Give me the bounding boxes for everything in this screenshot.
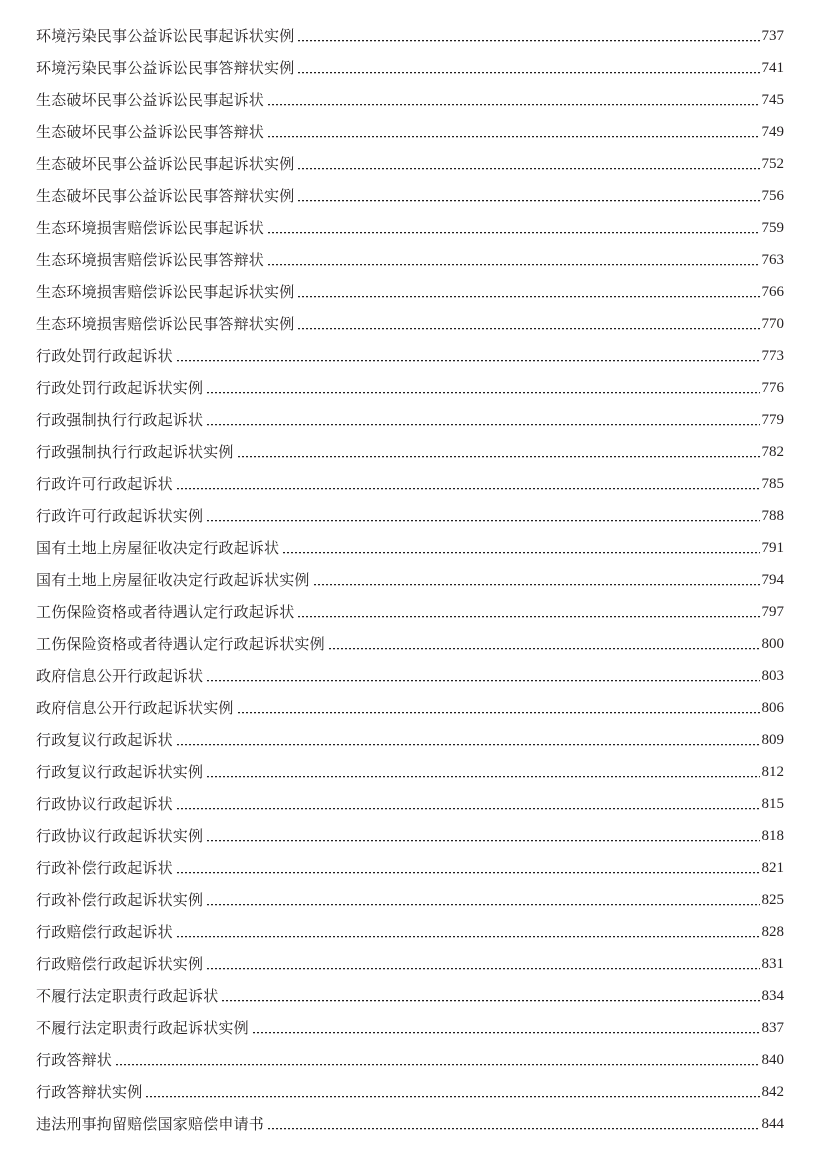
- toc-entry[interactable]: [36, 500, 784, 532]
- toc-entry[interactable]: [36, 1012, 784, 1044]
- toc-entry-page-number: 794: [761, 572, 784, 588]
- toc-entry-page-number: 788: [761, 508, 784, 524]
- toc-entry-title: 行政复议行政起诉状实例: [36, 763, 204, 781]
- toc-entry[interactable]: [36, 852, 784, 884]
- dot-leader: [297, 200, 759, 203]
- toc-entry-title: 行政处罚行政起诉状实例: [36, 379, 204, 397]
- dot-leader: [221, 1000, 759, 1003]
- toc-entry[interactable]: [36, 148, 784, 180]
- toc-entry-title: 行政答辩状实例: [36, 1083, 143, 1101]
- dot-leader: [206, 776, 759, 779]
- toc-entry-page-number: 766: [761, 284, 784, 300]
- toc-entry[interactable]: [36, 52, 784, 84]
- dot-leader: [297, 296, 759, 299]
- toc-entry-page-number: 763: [761, 252, 784, 268]
- toc-entry-title: 政府信息公开行政起诉状: [36, 667, 204, 685]
- dot-leader: [282, 552, 759, 555]
- toc-entry-page-number: 741: [761, 60, 784, 76]
- toc-entry-page-number: 806: [761, 700, 784, 716]
- toc-entry-page-number: 831: [761, 956, 784, 972]
- dot-leader: [267, 104, 759, 107]
- toc-entry[interactable]: [36, 596, 784, 628]
- toc-entry-title: 生态破坏民事公益诉讼民事起诉状: [36, 91, 265, 109]
- toc-entry-title: 环境污染民事公益诉讼民事起诉状实例: [36, 27, 295, 45]
- toc-entry-title: 行政复议行政起诉状: [36, 731, 173, 749]
- dot-leader: [176, 936, 760, 939]
- toc-entry-title: 行政协议行政起诉状实例: [36, 827, 204, 845]
- toc-entry[interactable]: [36, 884, 784, 916]
- toc-entry-title: 不履行法定职责行政起诉状: [36, 987, 219, 1005]
- toc-entry-title: 不履行法定职责行政起诉状实例: [36, 1019, 249, 1037]
- toc-entry[interactable]: [36, 980, 784, 1012]
- toc-entry[interactable]: [36, 212, 784, 244]
- toc-entry-title: 生态环境损害赔偿诉讼民事答辩状: [36, 251, 265, 269]
- toc-entry-page-number: 791: [761, 540, 784, 556]
- toc-entry-title: 生态破坏民事公益诉讼民事答辩状: [36, 123, 265, 141]
- toc-entry-page-number: 779: [761, 412, 784, 428]
- toc-entry-page-number: 818: [761, 828, 784, 844]
- toc-entry-title: 行政处罚行政起诉状: [36, 347, 173, 365]
- toc-entry[interactable]: [36, 628, 784, 660]
- toc-entry-title: 生态环境损害赔偿诉讼民事起诉状实例: [36, 283, 295, 301]
- dot-leader: [297, 72, 759, 75]
- toc-entry[interactable]: [36, 404, 784, 436]
- toc-entry-page-number: 803: [761, 668, 784, 684]
- toc-entry-page-number: 812: [761, 764, 784, 780]
- dot-leader: [237, 456, 760, 459]
- toc-entry[interactable]: [36, 84, 784, 116]
- toc-entry-title: 行政强制执行行政起诉状: [36, 411, 204, 429]
- toc-entry-page-number: 749: [761, 124, 784, 140]
- dot-leader: [267, 264, 759, 267]
- toc-entry[interactable]: [36, 20, 784, 52]
- toc-entry-page-number: 773: [761, 348, 784, 364]
- toc-entry[interactable]: [36, 724, 784, 756]
- toc-entry-page-number: 800: [761, 636, 784, 652]
- toc-entry-title: 行政许可行政起诉状实例: [36, 507, 204, 525]
- dot-leader: [176, 744, 760, 747]
- dot-leader: [267, 232, 759, 235]
- toc-entry-title: 环境污染民事公益诉讼民事答辩状实例: [36, 59, 295, 77]
- toc-entry-title: 行政补偿行政起诉状: [36, 859, 173, 877]
- toc-entry[interactable]: [36, 340, 784, 372]
- toc-entry-page-number: 737: [761, 28, 784, 44]
- toc-entry-title: 生态环境损害赔偿诉讼民事起诉状: [36, 219, 265, 237]
- toc-entry-title: 行政赔偿行政起诉状: [36, 923, 173, 941]
- toc-entry[interactable]: [36, 660, 784, 692]
- dot-leader: [206, 424, 759, 427]
- toc-entry-title: 生态环境损害赔偿诉讼民事答辩状实例: [36, 315, 295, 333]
- toc-entry-page-number: 752: [761, 156, 784, 172]
- toc-entry[interactable]: [36, 276, 784, 308]
- toc-entry-page-number: 809: [761, 732, 784, 748]
- toc-entry-title: 工伤保险资格或者待遇认定行政起诉状实例: [36, 635, 325, 653]
- toc-entry-page-number: 797: [761, 604, 784, 620]
- toc-entry-title: 生态破坏民事公益诉讼民事答辩状实例: [36, 187, 295, 205]
- toc-entry[interactable]: [36, 948, 784, 980]
- toc-entry-title: 国有土地上房屋征收决定行政起诉状实例: [36, 571, 310, 589]
- dot-leader: [145, 1096, 759, 1099]
- toc-entry[interactable]: [36, 436, 784, 468]
- toc-entry-title: 行政许可行政起诉状: [36, 475, 173, 493]
- toc-entry[interactable]: [36, 180, 784, 212]
- dot-leader: [267, 1128, 759, 1131]
- dot-leader: [297, 616, 759, 619]
- toc-entry-page-number: 821: [761, 860, 784, 876]
- dot-leader: [176, 360, 760, 363]
- dot-leader: [237, 712, 760, 715]
- toc-entry-page-number: 844: [761, 1116, 784, 1132]
- dot-leader: [176, 872, 760, 875]
- toc-entry[interactable]: [36, 1108, 784, 1140]
- toc-entry-page-number: 770: [761, 316, 784, 332]
- toc-entry-title: 国有土地上房屋征收决定行政起诉状: [36, 539, 280, 557]
- dot-leader: [206, 520, 759, 523]
- toc-entry-title: 行政答辩状: [36, 1051, 113, 1069]
- dot-leader: [252, 1032, 760, 1035]
- toc-entry[interactable]: [36, 244, 784, 276]
- dot-leader: [176, 488, 760, 491]
- toc-entry-title: 生态破坏民事公益诉讼民事起诉状实例: [36, 155, 295, 173]
- toc-entry-page-number: 756: [761, 188, 784, 204]
- toc-entry[interactable]: [36, 564, 784, 596]
- toc-entry[interactable]: [36, 916, 784, 948]
- dot-leader: [297, 328, 759, 331]
- dot-leader: [297, 168, 759, 171]
- dot-leader: [206, 392, 759, 395]
- toc-entry[interactable]: [36, 1076, 784, 1108]
- toc-entry-title: 违法刑事拘留赔偿国家赔偿申请书: [36, 1115, 265, 1133]
- toc-entry[interactable]: [36, 372, 784, 404]
- toc-entry[interactable]: [36, 532, 784, 564]
- toc-entry-page-number: 776: [761, 380, 784, 396]
- toc-entry-page-number: 828: [761, 924, 784, 940]
- toc-entry[interactable]: [36, 468, 784, 500]
- toc-entry[interactable]: [36, 308, 784, 340]
- dot-leader: [206, 840, 759, 843]
- dot-leader: [206, 680, 759, 683]
- toc-entry-page-number: 842: [761, 1084, 784, 1100]
- toc-entry-page-number: 840: [761, 1052, 784, 1068]
- toc-entry-page-number: 782: [761, 444, 784, 460]
- toc-entry-page-number: 825: [761, 892, 784, 908]
- toc-entry-page-number: 759: [761, 220, 784, 236]
- toc-entry[interactable]: [36, 1044, 784, 1076]
- dot-leader: [176, 808, 760, 811]
- toc-entry-title: 工伤保险资格或者待遇认定行政起诉状: [36, 603, 295, 621]
- toc-entry[interactable]: [36, 820, 784, 852]
- dot-leader: [115, 1064, 759, 1067]
- toc-entry-page-number: 745: [761, 92, 784, 108]
- toc-entry[interactable]: [36, 756, 784, 788]
- toc-entry-title: 行政强制执行行政起诉状实例: [36, 443, 234, 461]
- toc-entry-page-number: 837: [761, 1020, 784, 1036]
- dot-leader: [313, 584, 760, 587]
- table-of-contents: [36, 20, 784, 1140]
- toc-entry[interactable]: [36, 788, 784, 820]
- toc-entry-page-number: 815: [761, 796, 784, 812]
- toc-entry-title: 行政赔偿行政起诉状实例: [36, 955, 204, 973]
- dot-leader: [328, 648, 760, 651]
- dot-leader: [206, 968, 759, 971]
- toc-entry-page-number: 785: [761, 476, 784, 492]
- toc-entry-page-number: 834: [761, 988, 784, 1004]
- toc-entry-title: 行政补偿行政起诉状实例: [36, 891, 204, 909]
- toc-entry-title: 政府信息公开行政起诉状实例: [36, 699, 234, 717]
- toc-entry[interactable]: [36, 692, 784, 724]
- toc-entry[interactable]: [36, 116, 784, 148]
- dot-leader: [267, 136, 759, 139]
- dot-leader: [297, 40, 759, 43]
- toc-entry-title: 行政协议行政起诉状: [36, 795, 173, 813]
- dot-leader: [206, 904, 759, 907]
